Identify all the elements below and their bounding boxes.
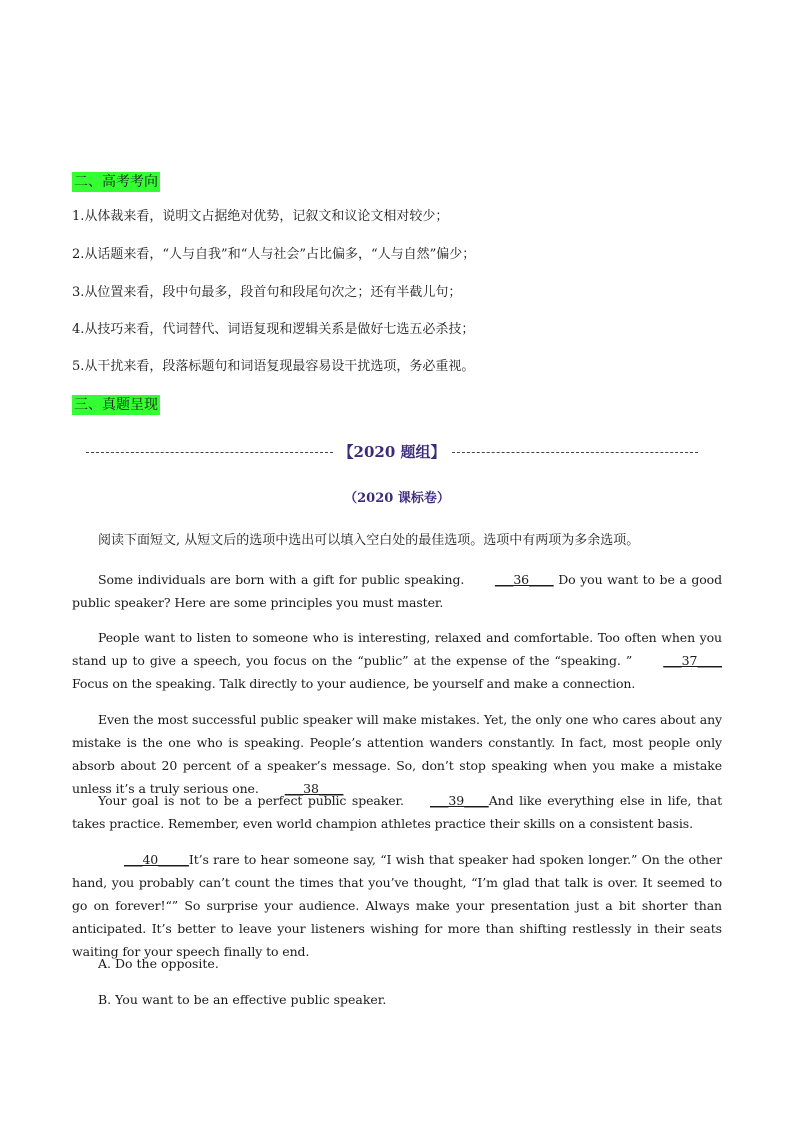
trend-point-2: 2.从话题来看，“人与自我”和“人与社会”占比偏多，“人与自然”偏少； [72, 247, 476, 262]
group-divider [86, 438, 698, 464]
paragraph-text: It’s rare to hear someone say, “I wish that speaker had spoken longer.” On the other hand, you probably can’t count the times that you’ve thought, “I’m glad that talk is over. It seemed to go on forever!“” So surprise your audience. Always make your presentation just a bit shorter than anticipated. It’s better to leave your listeners wishing for more than shifting restlessly in their seats waiting for your speech finally to end. [72, 852, 722, 959]
option-a: A. Do the opposite. [98, 956, 219, 971]
divider-dash-left [86, 452, 333, 453]
trend-point-3: 3.从位置来看，段中句最多，段首句和段尾句次之；还有半截儿句； [72, 285, 462, 300]
blank-38: ___38____ [284, 781, 344, 796]
passage-paragraph-1 [72, 568, 722, 614]
paragraph-text: Even the most successful public speaker will make mistakes. Yet, the only one who cares about any mistake is the one who is speaking. People’s attention wanders constantly. In fact, most people only absorb about 20 percent of a speaker’s message. So, don’t stop speaking when you make a mistake unless it’s a truly serious one. [72, 712, 722, 796]
paragraph-text: And like everything else in life, that takes practice. Remember, even world champion athletes practice their skills on a consistent basis. [72, 793, 722, 831]
blank-39: ___39____ [429, 793, 489, 808]
divider-title: 【2020 题组】 [338, 442, 446, 461]
trend-point-4: 4.从技巧来看，代词替代、词语复现和逻辑关系是做好七选五必杀技； [72, 322, 475, 337]
blank-40: ___40_____ [124, 852, 189, 867]
divider-dash-right [452, 452, 699, 453]
passage-paragraph-2 [72, 626, 722, 695]
section-heading-real-questions: 三、真题呈现 [74, 397, 158, 413]
instruction-text: 阅读下面短文, 从短文后的选项中选出可以填入空白处的最佳选项。选项中有两项为多余选项。 [98, 533, 640, 548]
blank-36: ___36____ [494, 572, 554, 587]
passage-paragraph-3 [72, 708, 722, 800]
trend-point-1: 1.从体裁来看，说明文占据绝对优势，记叙文和议论文相对较少； [72, 209, 449, 224]
section-heading-exam-trends: 二、高考考向 [74, 174, 158, 190]
option-b: B. You want to be an effective public speaker. [98, 992, 387, 1007]
passage-paragraph-5 [72, 848, 722, 963]
paragraph-text: Your goal is not to be a perfect public speaker. [98, 793, 404, 808]
exam-subtitle: （2020 课标卷） [344, 491, 450, 506]
paragraph-text: Some individuals are born with a gift for public speaking. [98, 572, 469, 587]
paragraph-text: People want to listen to someone who is interesting, relaxed and comfortable. Too often when you stand up to give a speech, you focus on the “public” at the expense of the “speaking. ” [72, 630, 722, 668]
trend-point-5: 5.从干扰来看，段落标题句和词语复现最容易设干扰选项，务必重视。 [72, 359, 475, 374]
paragraph-text: Do you want to be a good public speaker? Here are some principles you must master. [72, 572, 722, 610]
blank-37: ___37____ [663, 653, 722, 668]
passage-paragraph-4 [72, 789, 722, 835]
paragraph-text: Focus on the speaking. Talk directly to your audience, be yourself and make a connection. [72, 676, 636, 691]
